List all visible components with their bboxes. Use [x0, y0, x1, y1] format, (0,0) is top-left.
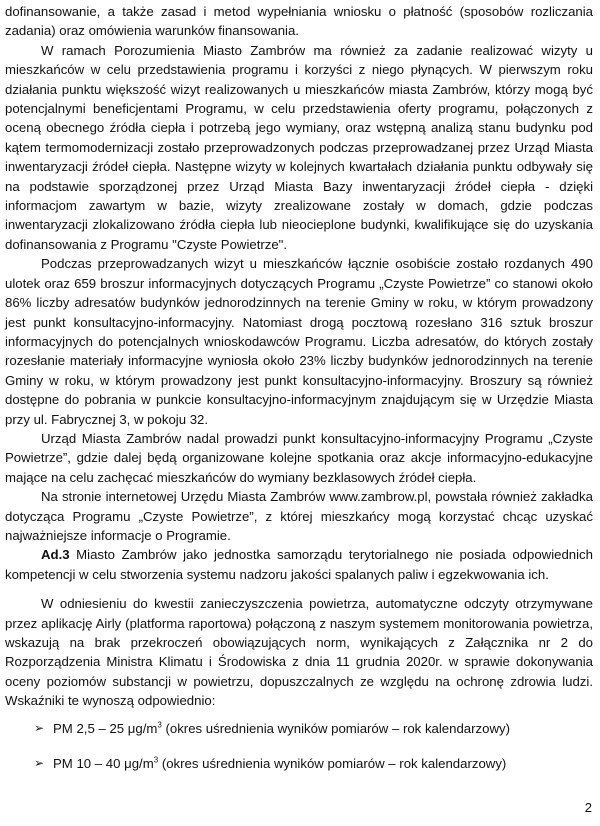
ad3-label: Ad.3: [41, 547, 70, 563]
arrow-bullet-icon: ➢: [34, 756, 45, 771]
paragraph-air-pollution: W odniesieniu do kwestii zanieczyszczenia powietrza, automatyczne odczyty otrzymywane przez aplikację Airly (platforma raportowa) połączoną z naszym systemem monitorowania powietrza, wskazują na brak przekroczeń obowiązujących norm, wynikających z Załącznika nr 2 do Rozporządzenia Ministra Klimatu i Środowiska z dnia 11 grudnia 2020r. w sprawie dokonywania oceny poziomów substancji w powietrzu, dopuszczalnych ze względu na ochronę zdrowia ludzi. Wskaźniki te wynoszą odpowiednio:: [5, 596, 593, 709]
paragraph-leaflets: Podczas przeprowadzanych wizyt u mieszkańców łącznie osobiście zostało rozdanych 490 ulotek oraz 659 broszur informacyjnych dotyczących Programu „Czyste Powietrze” co stanowi około 86% liczby adresatów budynków jednorodzinnych na terenie Gminy w roku, w którym prowadzony jest punkt konsultacyjno-informacyjny. Natomiast drogą pocztową rozesłano 316 sztuk broszur informacyjnych do potencjalnych wnioskodawców Programu. Liczba adresatów, do których zostały rozesłanie materiały informacyjne wyniosła około 23% liczby budynków jednorodzinnych na terenie Gminy w roku, w którym prowadzony jest punkt konsultacyjno-informacyjny. Broszury są również dostępne do pobrania w punkcie konsultacyjno-informacyjnym znajdującym się w Urzędzie Miasta przy ul. Fabrycznej 3, w pokoju 32.: [5, 256, 593, 427]
arrow-bullet-icon: ➢: [34, 720, 45, 735]
paragraph-website: Na stronie internetowej Urzędu Miasta Zambrów www.zambrow.pl, powstała również zakładka dotycząca Programu „Czyste Powietrze”, z której mieszkańcy mogą korzystać chcąc uzyskać najważniejsze informacje o Programie.: [5, 489, 593, 543]
bullet-text-pm10: PM 10 – 40 $\mu g/m^3$ (okres uśrednienia wyników pomiarów – rok kalendarzowy): [53, 755, 507, 772]
ad3-text: Miasto Zambrów jako jednostka samorządu terytorialnego nie posiada odpowiednich kompetencji w celu stworzenia systemu nadzoru jakości spalanych paliw i egzekwowania ich.: [5, 547, 593, 582]
bullet-text-pm25: PM 2,5 – 25 $\mu g/m^3$ (okres uśrednienia wyników pomiarów – rok kalendarzowy): [53, 720, 510, 736]
document-body: [5, 2, 593, 773]
paragraph-visits: W ramach Porozumienia Miasto Zambrów ma również za zadanie realizować wizyty u mieszkańców w celu przedstawienia programu i korzyści z niego płynących. W pierwszym roku działania punktu większość wizyt realizowanych u mieszkańców miasta Zambrów, którzy mogą być potencjalnymi beneficjentami Programu, w celu przedstawienia oferty programu, połączonych z oceną obecnego źródła ciepła i potrzebą jego wymiany, oraz wstępną analizą stanu budynku pod kątem termomodernizacji zostało przeprowadzonych podczas przeprowadzanej przez Urząd Miasta inwentaryzacji źródeł ciepła. Następne wizyty w kolejnych kwartałach działania punktu odbywały się na podstawie sporządzonej przez Urząd Miasta Bazy inwentaryzacji źródeł ciepła - dzięki informacjom zawartym w bazie, wizyty zrealizowane zostały w domach, gdzie podczas inwentaryzacji zlokalizowano źródła ciepła lub nieocieplone budynki, kwalifikujące się do uzyskania dofinansowania z Programu "Czyste Powietrze".: [5, 42, 593, 252]
page-number: 2: [584, 800, 592, 815]
bullet-item-pm25: [5, 719, 593, 738]
paragraph-continuation: dofinansowanie, a także zasad i metod wypełniania wniosku o płatność (sposobów rozliczania zadania) oraz omówienia warunków finansowania.: [5, 4, 593, 39]
paragraph-consultation-point: Urząd Miasta Zambrów nadal prowadzi punkt konsultacyjno-informacyjny Programu „Czyste Powietrze”, gdzie dalej będą organizowane kolejne spotkania oraz akcje informacyjno-edukacyjne mające na celu zachęcać mieszkańców do wymiany bezklasowych źródeł ciepła.: [5, 430, 593, 485]
paragraph-ad3: [5, 545, 593, 584]
bullet-item-pm10: [5, 754, 593, 773]
